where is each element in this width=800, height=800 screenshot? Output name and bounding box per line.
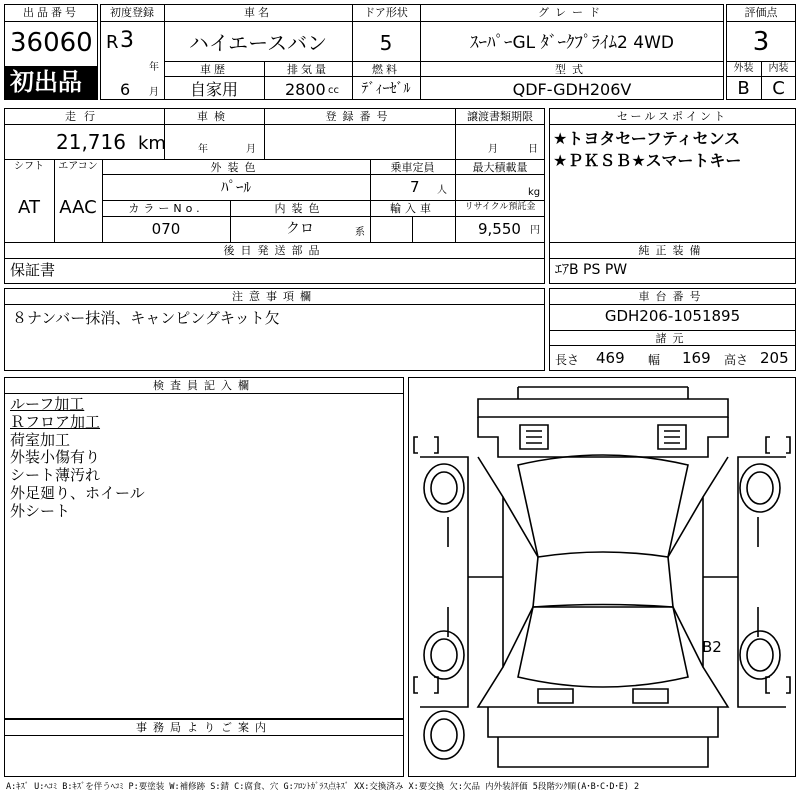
- capacity-value: 7: [410, 178, 420, 196]
- shift-value: AT: [18, 197, 40, 218]
- inspection-label: 車検: [197, 110, 231, 123]
- month-unit: 月: [149, 87, 159, 98]
- reg-year: 3: [120, 28, 134, 53]
- chassis-value: GDH206-1051895: [604, 307, 741, 325]
- import-label: 輸入車: [390, 202, 435, 215]
- interior-grade: C: [772, 78, 785, 99]
- mileage-unit: km: [138, 133, 166, 154]
- interior-grade-label: 内装: [768, 63, 789, 74]
- exterior-grade-label: 外装: [733, 63, 754, 74]
- plate-label: 登録番号: [325, 110, 394, 123]
- transfer-month-unit: 月: [488, 144, 498, 155]
- ac-value: AAC: [59, 197, 97, 218]
- rating-label: 評価点: [744, 6, 778, 19]
- inspector-notes: [10, 396, 145, 521]
- shift-label: シフト: [14, 161, 44, 172]
- displacement-label: 排気量: [287, 63, 329, 76]
- lot-number: 36060: [10, 28, 93, 58]
- mileage-value: 21,716: [56, 130, 126, 154]
- inspector-line: 外装小傷有り: [10, 448, 101, 467]
- width-value: 169: [682, 349, 711, 367]
- color-label: 外装色: [210, 161, 262, 174]
- load-label: 最大積載量: [472, 161, 528, 174]
- height-value: 205: [760, 349, 789, 367]
- interior-color-unit: 系: [355, 227, 365, 238]
- sales-label: セールスポイント: [616, 110, 728, 123]
- fuel-value: ﾃﾞｨｰｾﾞﾙ: [361, 81, 411, 97]
- height-label: 高さ: [724, 353, 749, 367]
- year-unit: 年: [149, 62, 159, 73]
- interior-color-value: クロ: [286, 221, 314, 237]
- grade-label: グレード: [538, 6, 606, 19]
- transfer-label: 譲渡書類期限: [467, 110, 533, 123]
- length-value: 469: [596, 349, 625, 367]
- load-unit: kg: [528, 187, 541, 198]
- color-value: ﾊﾟｰﾙ: [220, 178, 251, 196]
- notes-value: ８ナンバー抹消、キャンピングキット欠: [12, 309, 280, 327]
- model-label: 車名: [244, 6, 272, 19]
- recycle-label: リサイクル預託金: [464, 202, 536, 212]
- width-label: 幅: [648, 353, 661, 367]
- notes-label: 注意事項欄: [232, 290, 317, 303]
- doors-label: ドア形状: [364, 6, 408, 19]
- type-value: QDF-GDH206V: [512, 80, 632, 99]
- dims-label: 諸元: [655, 332, 690, 345]
- inspector-line: Ｒフロア加工: [10, 412, 101, 431]
- model-name: ハイエースバン: [188, 31, 328, 55]
- sales-line-1: ★トヨタセーフティセンス: [553, 129, 741, 148]
- type-label: 型式: [555, 63, 589, 76]
- sales-line-2: ★ＰＫＳＢ★スマートキー: [553, 151, 742, 170]
- capacity-label: 乗車定員: [390, 161, 435, 174]
- later-parts-value: 保証書: [10, 261, 56, 279]
- mileage-label: 走行: [65, 110, 103, 123]
- inspector-line: 外シート: [10, 501, 71, 520]
- first-reg-label: 初度登録: [110, 6, 154, 19]
- inspector-line: ルーフ加工: [10, 395, 85, 413]
- history-value: 自家用: [189, 80, 238, 99]
- length-label: 長さ: [555, 353, 580, 367]
- equipment-label: 純正装備: [638, 244, 707, 257]
- first-listing-text: 初出品: [10, 68, 82, 96]
- recycle-unit: 円: [530, 225, 540, 236]
- lot-label: 出品番号: [23, 6, 79, 19]
- inspection-month-unit: 月: [246, 144, 256, 155]
- inspection-year-unit: 年: [198, 144, 208, 155]
- era: R: [106, 32, 119, 53]
- recycle-value: 9,550: [478, 220, 521, 238]
- chassis-label: 車台番号: [638, 290, 707, 303]
- damage-mark: B2: [702, 638, 722, 656]
- inspector-line: 外足廻り、ホイール: [10, 483, 145, 502]
- car-diagram: [408, 377, 796, 777]
- displacement-unit: cc: [328, 85, 339, 96]
- legend: A:ｷｽﾞ U:ﾍｺﾐ B:ｷｽﾞを伴うﾍｺﾐ P:要塗装 W:補修跡 S:錆 C:腐食、穴 G:ﾌﾛﾝﾄｶﾞﾗｽ点ｷｽﾞ XX:交換済み X:要交換 欠:欠品 内外装評価 5段階ﾗﾝｸ順(A･B･C･D･E) 2: [6, 782, 640, 792]
- inspector-line: シート薄汚れ: [10, 466, 101, 485]
- reg-month: 6: [120, 80, 131, 99]
- doors-value: 5: [379, 31, 393, 55]
- ac-label: エアコン: [58, 161, 98, 172]
- inspector-line: 荷室加工: [10, 430, 71, 449]
- office-label: 事務局よりご案内: [136, 721, 272, 734]
- equipment-value: ｴｱB PS PW: [555, 262, 628, 278]
- color-no-label: カラーNo.: [128, 202, 204, 215]
- fuel-label: 燃料: [372, 63, 400, 76]
- interior-color-label: 内装色: [274, 202, 326, 215]
- color-no-value: 070: [151, 220, 181, 238]
- capacity-unit: 人: [437, 185, 447, 196]
- displacement-value: 2800: [285, 80, 326, 99]
- history-label: 車歴: [200, 63, 228, 76]
- exterior-grade: B: [737, 78, 750, 99]
- inspector-label: 検査員記入欄: [153, 379, 255, 392]
- grade-value: ｽｰﾊﾟｰGL ﾀﾞｰｸﾌﾟﾗｲﾑ2 4WD: [470, 33, 674, 53]
- later-parts-label: 後日発送部品: [223, 244, 326, 257]
- transfer-day-unit: 日: [528, 144, 538, 155]
- rating-value: 3: [752, 27, 770, 57]
